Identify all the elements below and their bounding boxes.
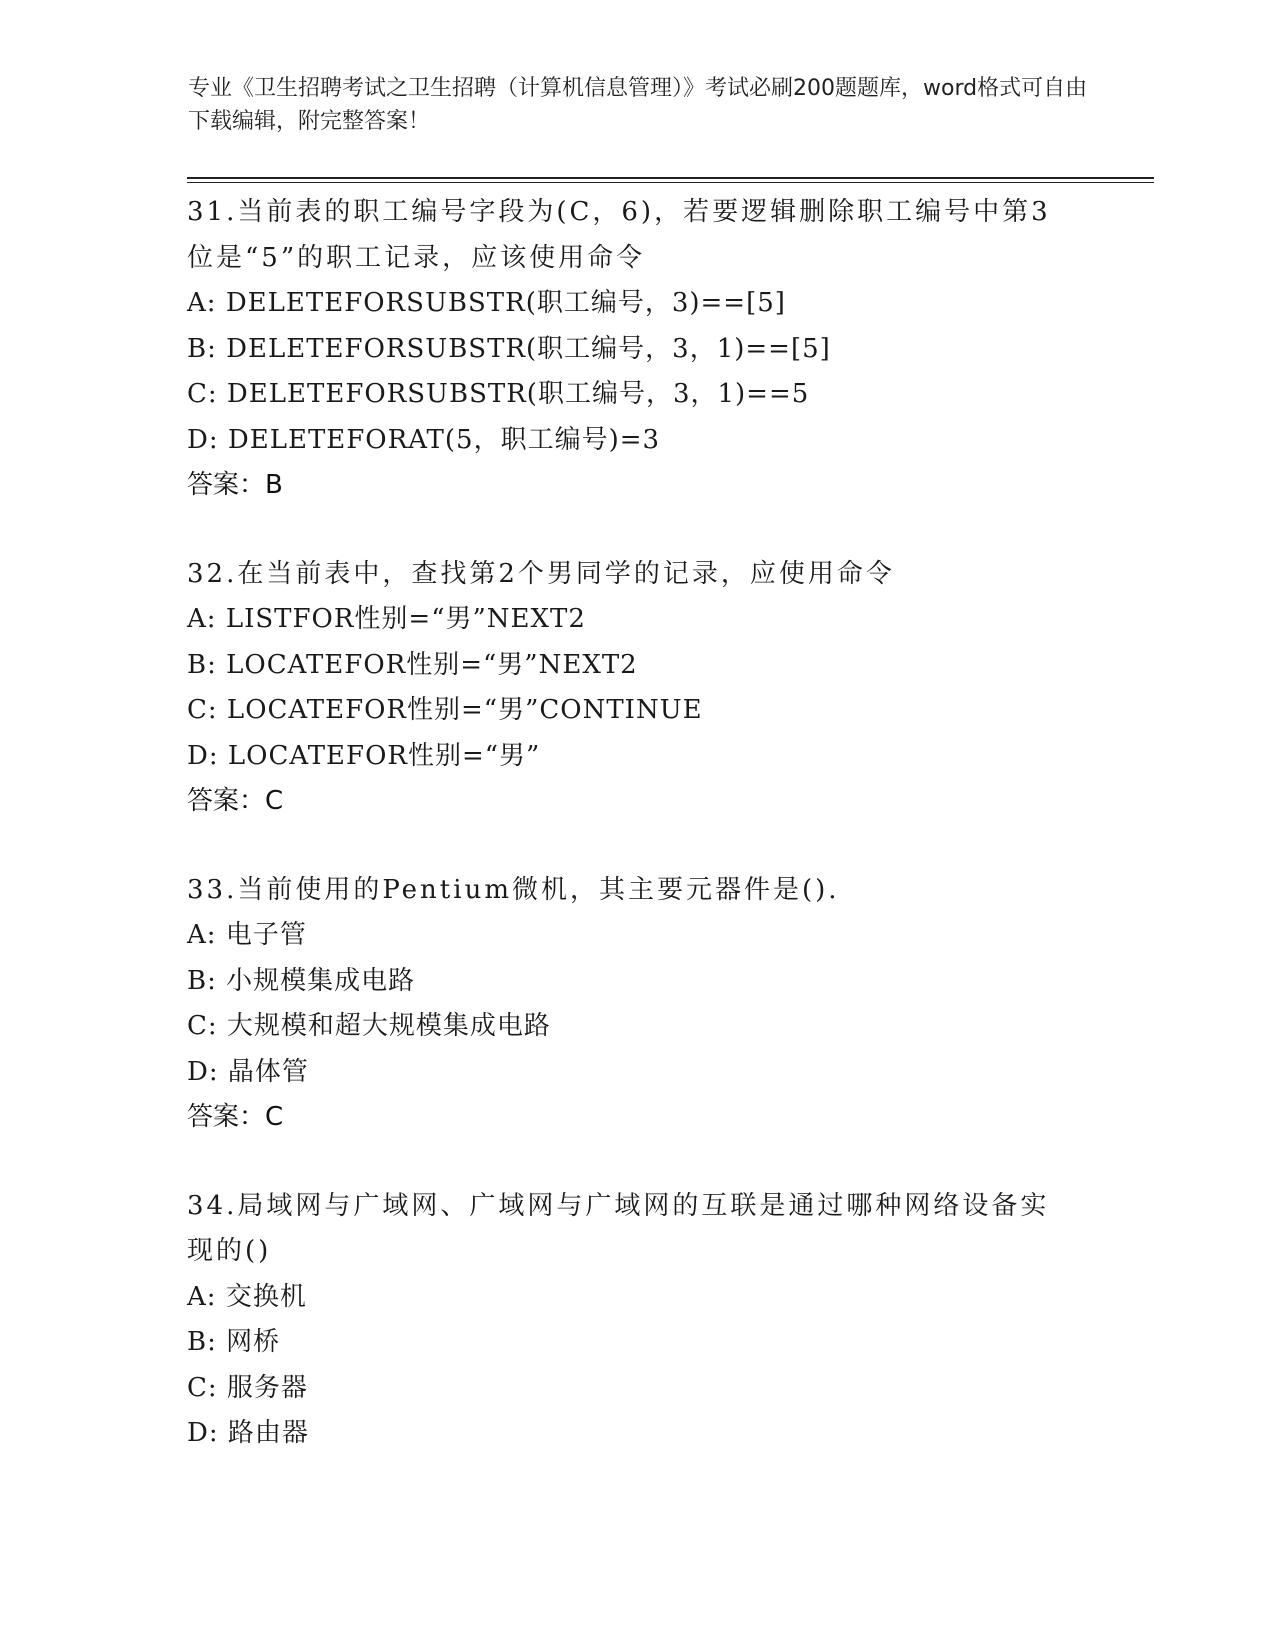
question-33 <box>187 868 1087 1141</box>
header-divider <box>187 177 1154 179</box>
option-text: 服务器 <box>226 1372 308 1403</box>
question-stem: 34.局域网与广域网、广域网与广域网的互联是通过哪种网络设备实现的() <box>187 1190 1050 1266</box>
question-34 <box>187 1184 1087 1457</box>
option-text: 晶体管 <box>227 1056 309 1087</box>
option-b <box>187 643 1087 689</box>
option-d <box>187 1050 1087 1096</box>
option-text: 路由器 <box>227 1418 309 1448</box>
document-header: 专业《卫生招聘考试之卫生招聘（计算机信息管理）》考试必刷200题题库，word格式可自由下载编辑，附完整答案！ <box>188 76 1088 134</box>
option-letter: B: <box>187 649 217 680</box>
option-letter: C: <box>187 379 218 409</box>
answer-line: 答案：C <box>187 1102 284 1132</box>
header-divider-thin <box>187 182 1154 183</box>
option-letter: D: <box>187 740 219 771</box>
option-b <box>187 959 1087 1005</box>
option-text: 交换机 <box>225 1281 307 1312</box>
option-text: 电子管 <box>225 920 307 950</box>
option-d <box>187 734 1087 780</box>
option-letter: D: <box>187 1418 219 1448</box>
option-letter: C: <box>187 1372 218 1403</box>
option-text: LOCATEFOR性别=“男” <box>227 740 541 771</box>
option-c <box>187 688 1087 734</box>
question-31 <box>187 190 1087 509</box>
option-text: DELETEFORSUBSTR(职工编号，3，1)==5 <box>226 379 810 409</box>
option-a <box>187 597 1087 643</box>
option-a <box>187 913 1087 959</box>
option-letter: D: <box>187 1056 219 1087</box>
option-letter: A: <box>187 920 217 950</box>
option-letter: C: <box>187 695 218 725</box>
option-text: LISTFOR性别=“男”NEXT2 <box>225 604 586 634</box>
option-a <box>187 281 1087 327</box>
question-stem: 31.当前表的职工编号字段为(C，6)，若要逻辑删除职工编号中第3位是“5”的职工记录，应该使用命令 <box>187 197 1051 273</box>
question-32 <box>187 552 1087 825</box>
option-letter: B: <box>187 965 217 996</box>
option-text: 大规模和超大规模集成电路 <box>226 1011 551 1041</box>
option-text: DELETEFORSUBSTR(职工编号，3)==[5] <box>225 288 786 318</box>
option-letter: A: <box>187 1281 217 1312</box>
question-stem: 32.在当前表中，查找第2个男同学的记录，应使用命令 <box>187 558 895 589</box>
option-text: DELETEFORAT(5，职工编号)=3 <box>227 424 661 455</box>
option-a <box>187 1275 1087 1321</box>
question-stem: 33.当前使用的Pentium微机，其主要元器件是(). <box>187 874 840 905</box>
option-letter: B: <box>187 1327 217 1357</box>
option-b <box>187 327 1087 373</box>
option-text: DELETEFORSUBSTR(职工编号，3，1)==[5] <box>226 333 831 364</box>
option-c <box>187 372 1087 418</box>
option-c <box>187 1004 1087 1050</box>
answer-line: 答案：B <box>187 470 283 500</box>
option-d <box>187 1411 1087 1457</box>
answer-line: 答案：C <box>187 786 284 816</box>
option-text: 小规模集成电路 <box>226 965 416 996</box>
option-letter: A: <box>187 604 217 634</box>
option-text: LOCATEFOR性别=“男”NEXT2 <box>226 649 638 680</box>
option-letter: B: <box>187 333 217 364</box>
option-text: LOCATEFOR性别=“男”CONTINUE <box>226 695 703 725</box>
option-text: 网桥 <box>226 1327 281 1357</box>
option-d <box>187 418 1087 464</box>
option-letter: D: <box>187 424 219 455</box>
option-letter: A: <box>187 288 217 318</box>
question-list <box>187 190 1087 1500</box>
option-letter: C: <box>187 1011 218 1041</box>
option-b <box>187 1320 1087 1366</box>
option-c <box>187 1366 1087 1412</box>
